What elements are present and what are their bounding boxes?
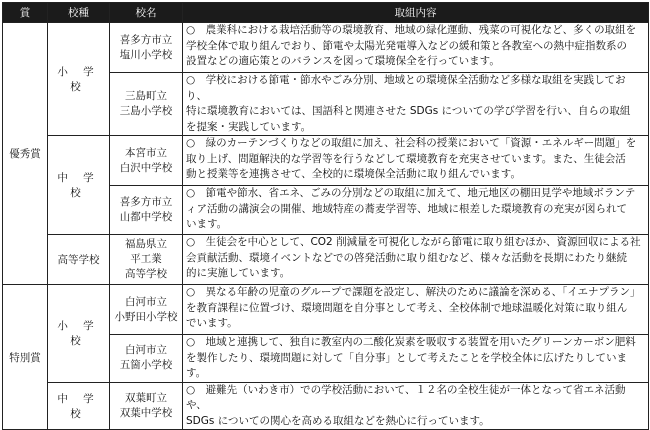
school-name: 白河市立 五箇小学校 [110,335,183,383]
school-name: 本宮市立 白沢中学校 [110,136,183,186]
school-name: 三島町立 三島小学校 [110,73,183,136]
header-award: 賞 [3,3,48,23]
level-junior-high: 中 学 校 [48,382,110,430]
table-row [3,285,649,335]
header-content: 取組内容 [183,3,649,23]
content-text: ○ 学校における節電・節水やごみ分別、地域との環境保全活動など多様な取組を実践しており、 特に環境教育においては、国語科と関連させた SDGs についての学び学習を行い、自らの取組 を提案・実践しています。 [183,73,649,136]
level-high-school: 高等学校 [48,235,110,285]
award-excellent: 優秀賞 [3,23,48,285]
header-school-name: 校名 [110,3,183,23]
header-row [3,3,649,23]
content-text: ○ 農業科における栽培活動等の環境教育、地域の緑化運動、残菜の可視化など、多くの取組を 学校全体で取り組んでおり、節電や太陽光発電導入などの緩和策と各教室への熱中症指数系の 設置などの適応策とのバランスを図って環境保全を行っています。 [183,23,649,73]
level-elementary: 小 学 校 [48,285,110,383]
school-name: 喜多方市立 山都中学校 [110,186,183,235]
level-junior-high: 中 学 校 [48,136,110,235]
content-text: ○ 異なる年齢の児童のグループで課題を設定し、解決のために議論を深める、「イエナプラン」 を教育課程に位置づけ、環境問題を自分事として考え、全校体制で地球温暖化対策に取り組ん でいます。 [183,285,649,335]
school-name: 白河市立 小野田小学校 [110,285,183,335]
table-row [3,382,649,430]
content-text: ○ 避難先（いわき市）での学校活動において、１２名の全校生徒が一体となって省エネ活動や、 SDGs についての関心を高める取組などを熱心に行っています。 [183,382,649,430]
level-elementary: 小 学 校 [48,23,110,136]
content-text: ○ 節電や節水、省エネ、ごみの分別などの取組に加えて、地元地区の棚田見学や地域ボランテ ィア活動の講演会の開催、地域特産の蕎麦学習等、地域に根差した環境教育の充実が図られて います。 [183,186,649,235]
table-row [3,235,649,285]
table-row [3,23,649,73]
school-name: 福島県立 平工業 高等学校 [110,235,183,285]
content-text: ○ 緑のカーテンづくりなどの取組に加え、社会科の授業において「資源・エネルギー問題」を 取り上げ、問題解決的な学習等を行うなどして環境教育を充実させています。また、生徒会活 動と授業等を連携させて、全校的に環境保全活動に取り組んでいます。 [183,136,649,186]
school-name: 喜多方市立 塩川小学校 [110,23,183,73]
award-table [2,2,649,430]
header-school-type: 校種 [48,3,110,23]
award-special: 特別賞 [3,285,48,430]
content-text: ○ 生徒会を中心として、CO2 削減量を可視化しながら節電に取り組むほか、資源回収による社 会貢献活動、環境イベントなどでの啓発活動に取り組むなど、様々な活動を長期にわたり継続 的に実施しています。 [183,235,649,285]
table-row [3,136,649,186]
content-text: ○ 地域と連携して、独自に教室内の二酸化炭素を吸収する装置を用いたグリーンカーボン肥料 を製作したり、環境問題に対して「自分事」として考えたことを学校全体に広げたりしています。 [183,335,649,383]
school-name: 双葉町立 双葉中学校 [110,382,183,430]
